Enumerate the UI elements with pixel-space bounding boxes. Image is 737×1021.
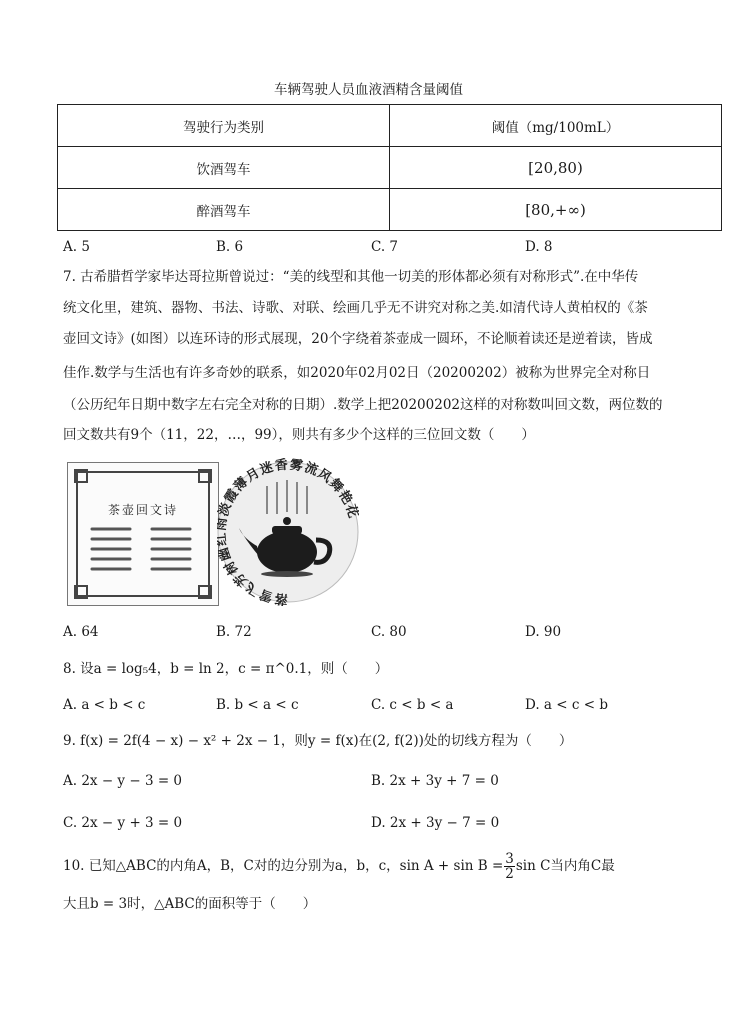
frame-corner xyxy=(198,585,212,599)
q7-line: 壶回文诗》(如图）以连环诗的形式展现，20个字绕着茶壶成一圆环，不论顺着读还是逆着读，皆成 xyxy=(63,331,653,347)
q7-line: 统文化里，建筑、器物、书法、诗歌、对联、绘画几乎无不讲究对称之美.如清代诗人黄柏权的《茶 xyxy=(63,300,648,316)
q7-line: 回文数共有9个（11，22，…，99），则共有多少个这样的三位回文数（ ） xyxy=(63,427,535,443)
frame-corner xyxy=(198,469,212,483)
q7-line: （公历纪年日期中数字左右完全对称的日期）.数学上把20200202这样的对称数叫回文数，两位数的 xyxy=(63,397,663,413)
option-a: A. 5 xyxy=(63,239,90,255)
option-b: B. 6 xyxy=(216,239,244,255)
poem-card-image xyxy=(67,462,219,606)
threshold-table xyxy=(57,104,722,231)
table-row xyxy=(58,147,722,189)
poem-card-frame xyxy=(76,471,210,597)
q8-stem: 8. 设a = log₅4，b = ln 2，c = π^0.1，则（ ） xyxy=(63,661,389,677)
option-c: C. 2x − y + 3 = 0 xyxy=(63,815,183,831)
fraction-denominator: 2 xyxy=(505,866,514,882)
option-b: B. b < a < c xyxy=(216,697,299,713)
table-cell: 饮酒驾车 xyxy=(58,147,390,189)
q10-text: 10. 已知△ABC的内角A，B，C对的边分别为a，b，c，sin A + sin B = xyxy=(63,858,504,874)
q8-options xyxy=(63,697,663,715)
option-a: A. 2x − y − 3 = 0 xyxy=(63,773,183,789)
option-c: C. 80 xyxy=(371,624,407,640)
option-c: C. 7 xyxy=(371,239,399,255)
q10-text: sin C当内角C最 xyxy=(515,858,615,874)
table-cell: 醉酒驾车 xyxy=(58,189,390,231)
table-header-cell: 阈值（mg/100mL） xyxy=(390,105,722,147)
option-d: D. a < c < b xyxy=(525,697,608,713)
fraction-numerator: 3 xyxy=(505,851,514,867)
ring-text: 落雪飞芳树幽 淡霞薄月迷香雾流风舞艳花 xyxy=(217,458,359,606)
teapot-ring-image xyxy=(217,458,359,606)
option-b: B. 2x + 3y + 7 = 0 xyxy=(371,773,499,789)
table-title: 车辆驾驶人员血液酒精含量阈值 xyxy=(274,82,463,98)
q6-options xyxy=(63,239,663,257)
q10-line2: 大且b = 3时，△ABC的面积等于（ ） xyxy=(63,896,317,912)
q9-options-row2 xyxy=(63,815,663,833)
q9-options-row1 xyxy=(63,773,663,791)
poem-title: 茶壶回文诗 xyxy=(107,503,178,517)
option-d: D. 90 xyxy=(525,624,562,640)
table-cell: [20,80) xyxy=(390,147,722,189)
option-a: A. a < b < c xyxy=(63,697,146,713)
frame-corner xyxy=(74,469,88,483)
q10-line1 xyxy=(63,852,728,882)
q7-line: 7. 古希腊哲学家毕达哥拉斯曾说过：“美的线型和其他一切美的形体都必须有对称形式”.在中华传 xyxy=(63,269,639,285)
option-b: B. 72 xyxy=(216,624,252,640)
option-d: D. 8 xyxy=(525,239,553,255)
option-c: C. c < b < a xyxy=(371,697,454,713)
q7-options xyxy=(63,624,663,642)
frame-corner xyxy=(74,585,88,599)
option-d: D. 2x + 3y − 7 = 0 xyxy=(371,815,500,831)
option-a: A. 64 xyxy=(63,624,99,640)
poem-text-lines xyxy=(90,525,200,575)
fraction xyxy=(504,852,515,881)
q7-line: 佳作.数学与生活也有许多奇妙的联系，如2020年02月02日（20200202）被称为世界完全对称日 xyxy=(63,365,651,381)
q9-stem: 9. f(x) = 2f(4 − x) − x² + 2x − 1，则y = f(x)在(2, f(2))处的切线方程为（ ） xyxy=(63,733,573,749)
table-cell: [80,+∞) xyxy=(390,189,722,231)
table-header-cell: 驾驶行为类别 xyxy=(58,105,390,147)
table-row xyxy=(58,189,722,231)
table-header-row xyxy=(58,105,722,147)
